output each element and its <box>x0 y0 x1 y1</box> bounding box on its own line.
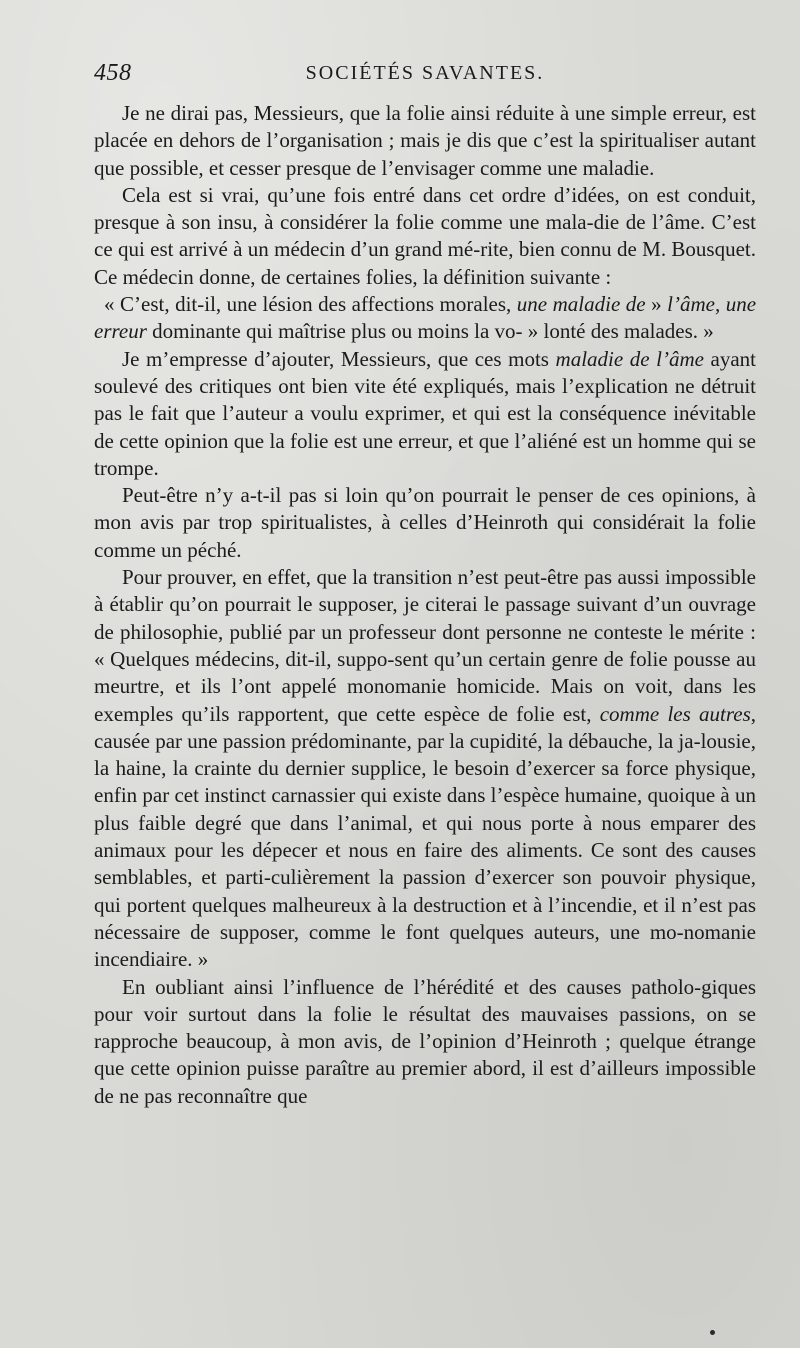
page-number: 458 <box>94 60 132 86</box>
text-run: Je m’empresse d’ajouter, Messieurs, que ces mots <box>122 346 556 371</box>
text-run: dominante qui maîtrise plus ou moins la vo- » lonté des malades. » <box>146 319 714 344</box>
text-run: Peut-être n’y a-t-il pas si loin qu’on pourrait le penser de ces opinions, à mon avis par trop spiritualistes, à celles d’Heinroth qui considérait la folie comme un péché. <box>94 483 756 562</box>
italic-text: l’âme, une erreur <box>94 292 757 344</box>
text-run: Pour prouver, en effet, que la transition n’est peut-être pas aussi impossible à établir qu’on pourrait le supposer, je citerai le passage suivant d’un ouvrage de philosophie, publié par un professeur dont personne ne conteste le mérite : « Quelques médecins, dit-il, suppo-sent qu’un certain genre de folie pousse au meurtre, et ils l’ont appelé monomanie homicide. Mais on voit, dans les exemples qu’ils rapportent, que cette espèce de folie est, <box>94 565 756 726</box>
paragraph <box>94 182 756 291</box>
italic-text: comme les autres <box>599 701 751 726</box>
text-run: Cela est si vrai, qu’une fois entré dans cet ordre d’idées, on est conduit, presque à son insu, à considérer la folie comme une mala-die de l’âme. C’est ce qui est arrivé à un médecin d’un grand mé-rite, bien connu de M. Bousquet. Ce médecin donne, de certaines folies, la définition suivante : <box>94 182 756 289</box>
text-run: ayant soulevé des critiques ont bien vite été expliqués, mais l’explication ne détruit pas le fait que l’auteur a voulu exprimer, et qui est la conséquence inévitable de cette opinion que la folie est une erreur, et que l’aliéné est un homme qui se trompe. <box>94 346 757 480</box>
italic-text: maladie de l’âme <box>555 346 704 371</box>
paragraph <box>94 974 756 1110</box>
text-run: Je ne dirai pas, Messieurs, que la folie ainsi réduite à une simple erreur, est placée en dehors de l’organisation ; mais je dis que c’est la spiritualiser autant que possible, et cesser presque de l’envisager comme une maladie. <box>94 101 756 180</box>
body-text <box>94 100 756 1110</box>
paragraph <box>94 564 756 973</box>
text-run: , causée par une passion prédominante, par la cupidité, la débauche, la ja-lousie, la haine, la crainte du dernier supplice, le besoin d’exercer sa force physique, enfin par cet instinct carnassier qui existe dans l’espèce humaine, quoique à un plus faible degré que dans l’animal, et qui nous porte à nous emparer des animaux pour les dépecer et nous en faire des aliments. Ce sont des causes semblables, et parti-culièrement la passion d’exercer son pouvoir physique, qui portent quelques malheureux à la destruction et à l’incendie, et il n’est pas nécessaire de supposer, comme le font quelques auteurs, une mo-nomanie incendiaire. » <box>94 701 756 972</box>
paragraph <box>94 100 756 182</box>
running-title: SOCIÉTÉS SAVANTES. <box>305 62 545 84</box>
italic-text: une maladie de <box>516 292 646 317</box>
running-head <box>94 60 756 90</box>
quotation-paragraph <box>94 291 756 346</box>
paragraph <box>94 346 756 482</box>
text-run: » <box>645 292 668 317</box>
paragraph <box>94 482 756 564</box>
text-run: En oubliant ainsi l’influence de l’hérédité et des causes patholo-giques pour voir surtout dans la folie le résultat des mauvaises passions, on se rapproche beaucoup, à mon avis, de l’opinion d’Heinroth ; quelque étrange que cette opinion puisse paraître au premier abord, il est d’ailleurs impossible de ne pas reconnaître que <box>94 974 756 1108</box>
ink-speck <box>710 1330 715 1335</box>
text-run: « C’est, dit-il, une lésion des affections morales, <box>104 292 517 317</box>
